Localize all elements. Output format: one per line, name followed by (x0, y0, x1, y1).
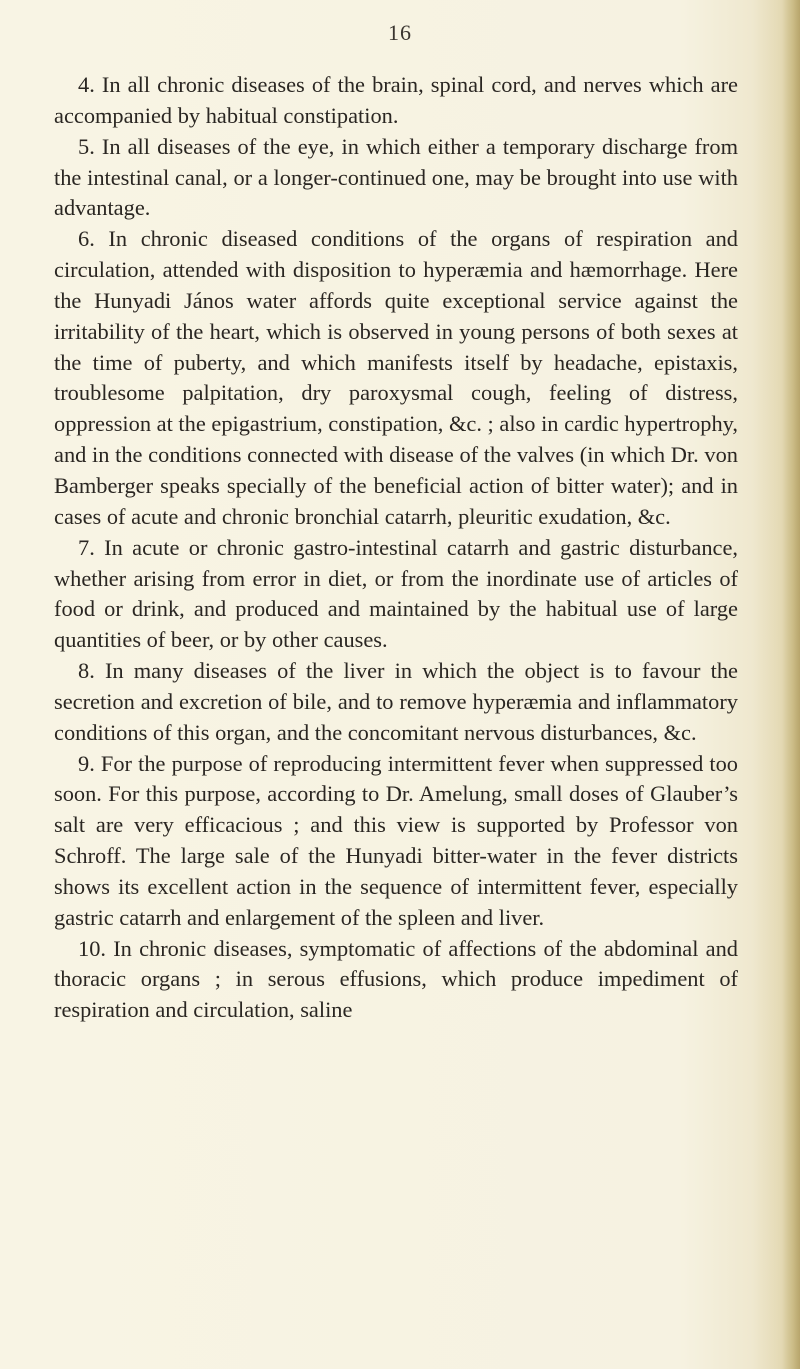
paragraph-item-6: 6. In chronic diseased conditions of the organs of respiration and circulation, attended with disposition to hyperæmia and hæmorrhage. Here the Hunyadi János water affords quite exceptional service against the irritability of the heart, which is observed in young persons of both sexes at the time of puberty, and which manifests itself by headache, epistaxis, troublesome palpitation, dry paroxysmal cough, feeling of distress, oppression at the epigastrium, constipation, &c. ; also in cardic hypertrophy, and in the conditions connected with disease of the valves (in which Dr. von Bamberger speaks specially of the beneficial action of bitter water); and in cases of acute and chronic bronchial catarrh, pleuritic exudation, &c. (54, 226, 738, 529)
page-number: 16 (388, 20, 412, 45)
paragraph-item-5: 5. In all diseases of the eye, in which either a temporary discharge from the intestinal canal, or a longer-continued one, may be brought into use with advantage. (54, 133, 738, 221)
body-text (54, 70, 738, 1026)
paragraph-item-8: 8. In many diseases of the liver in which the object is to favour the secretion and excretion of bile, and to remove hyperæmia and inflammatory conditions of this organ, and the concomitant nervous disturbances, &c. (54, 658, 738, 745)
paragraph-item-4: 4. In all chronic diseases of the brain, spinal cord, and nerves which are accompanied by habitual constipation. (54, 72, 738, 128)
paragraph-item-10: 10. In chronic diseases, symptomatic of affections of the abdominal and thoracic organs ; in serous effusions, which produce impediment of respiration and circulation, saline (54, 935, 738, 1023)
paragraph-item-7: 7. In acute or chronic gastro-intestinal catarrh and gastric disturbance, whether arising from error in diet, or from the inordinate use of articles of food or drink, and produced and maintained by the habitual use of large quantities of beer, or by other causes. (54, 534, 738, 653)
page-edge-shadow (782, 0, 800, 1369)
paragraph-item-9: 9. For the purpose of reproducing intermittent fever when suppressed too soon. For this purpose, according to Dr. Amelung, small doses of Glauber’s salt are very efficacious ; and this view is supported by Professor von Schroff. The large sale of the Hunyadi bitter-water in the fever districts shows its excellent action in the sequence of intermittent fever, especially gastric catarrh and enlargement of the spleen and liver. (54, 750, 738, 930)
